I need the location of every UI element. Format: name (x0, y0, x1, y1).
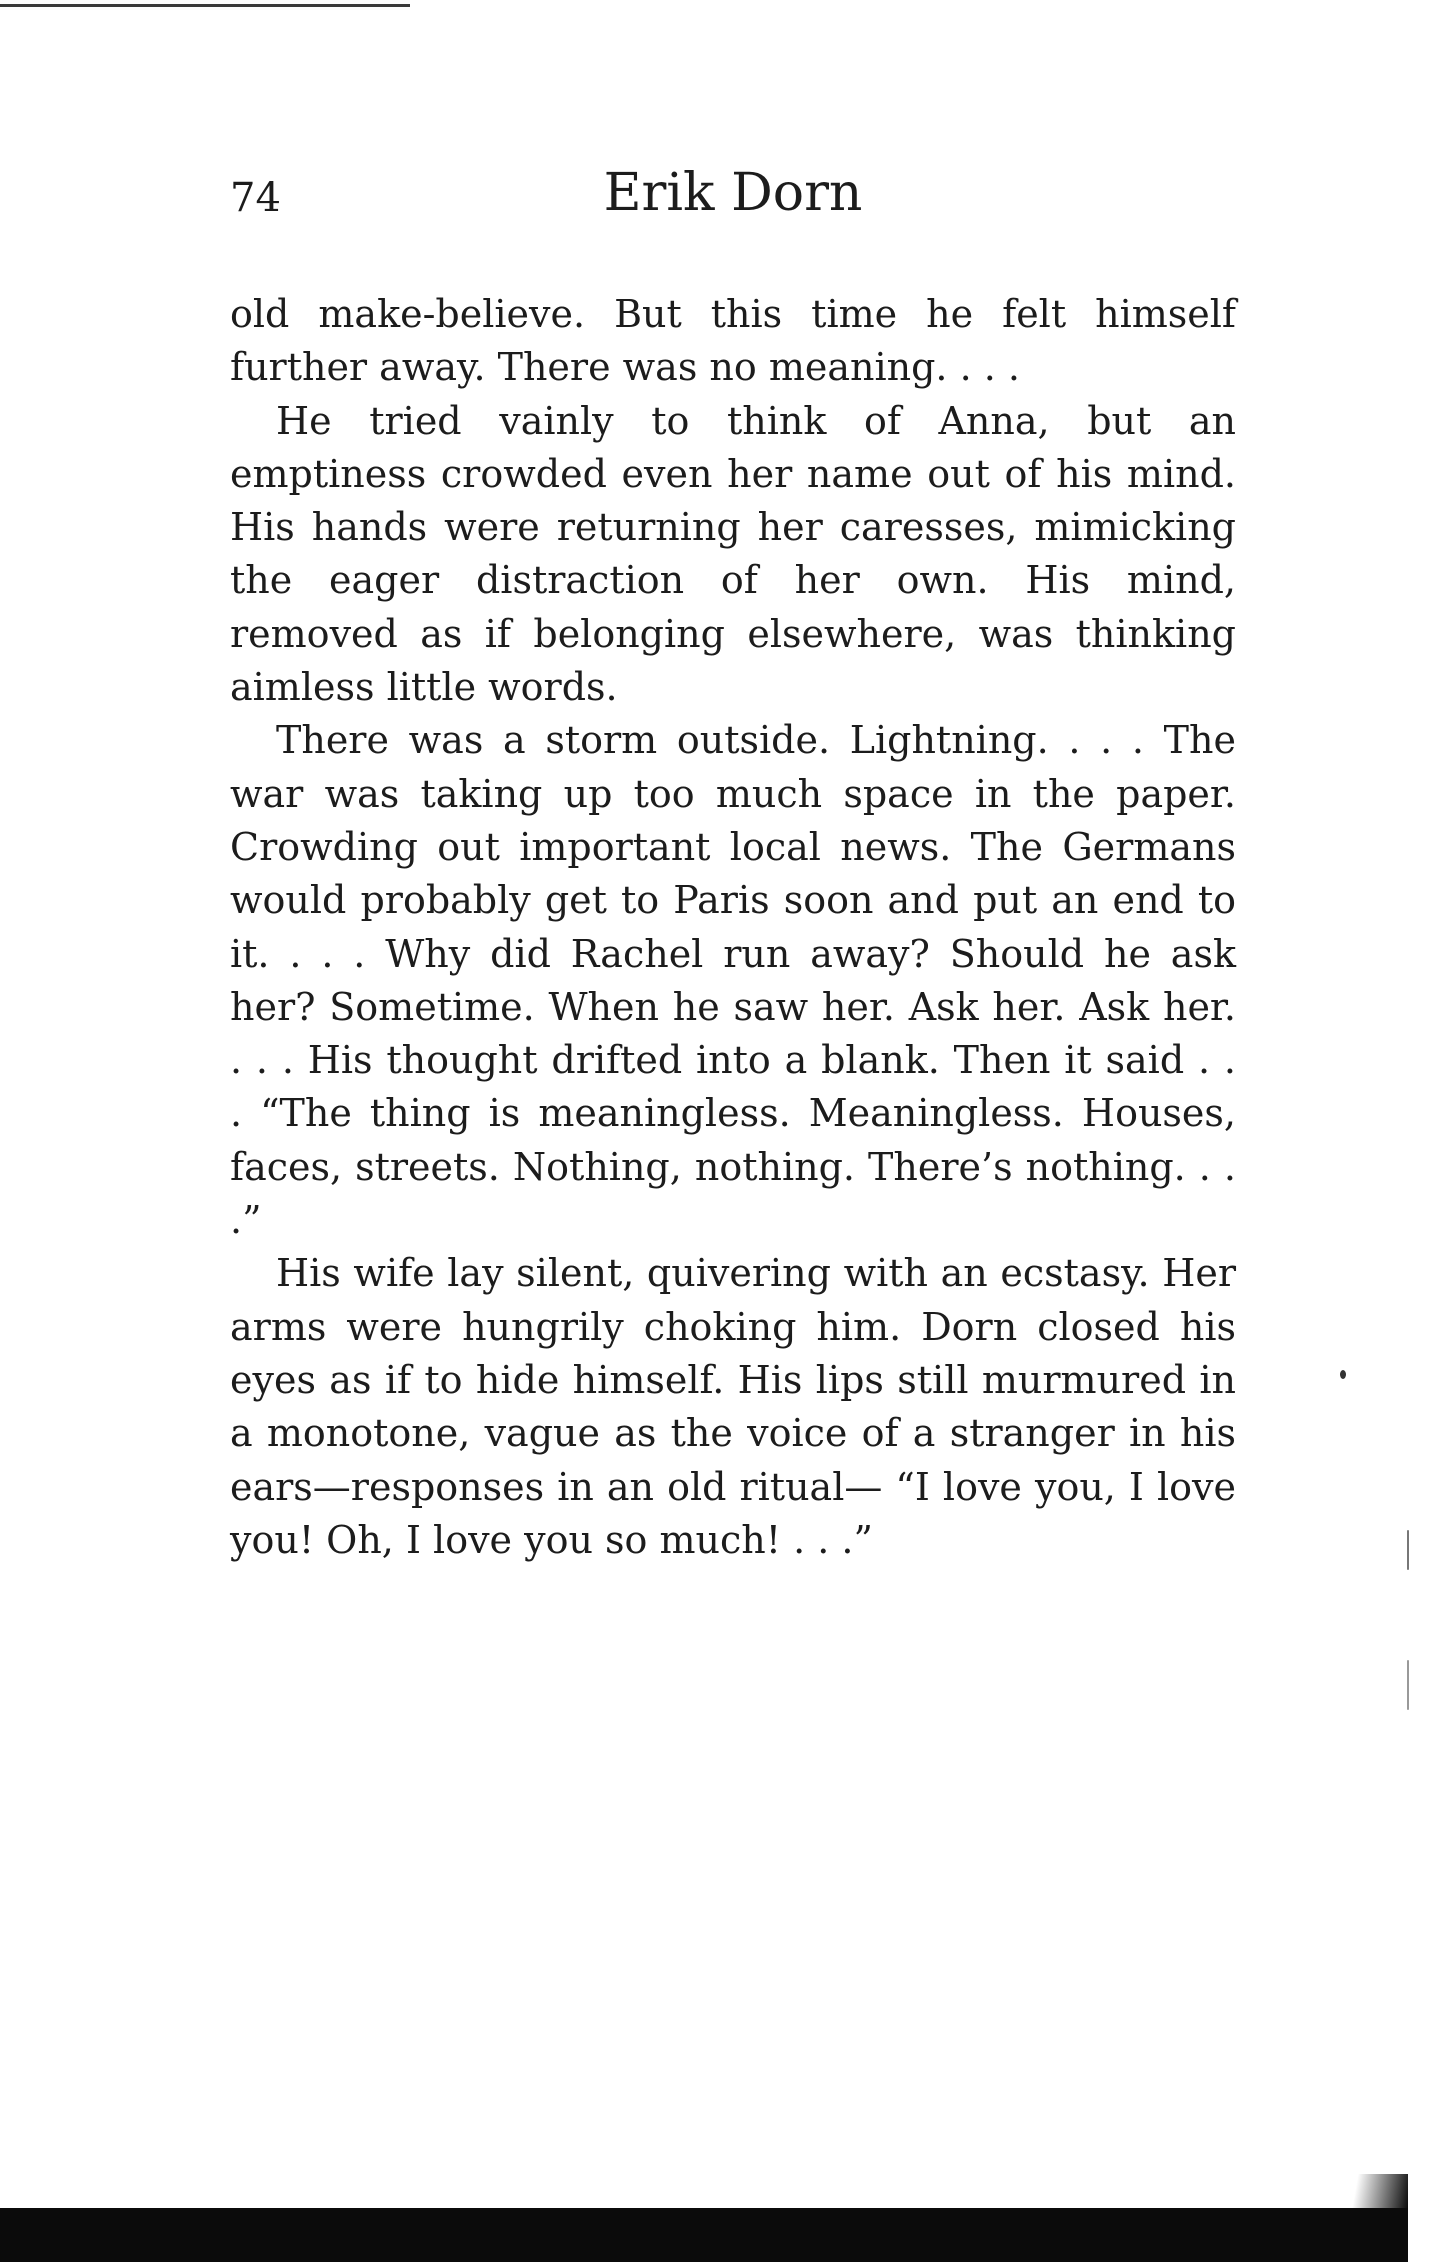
paragraph: He tried vainly to think of Anna, but an emptiness crowded even her name out of his mind. His hands were returning her caresses, mimicking the eager distraction of her own. His mind, removed as if belonging elsewhere, was thinking aimless little words. (230, 398, 1236, 710)
body-text (230, 288, 1236, 1567)
paragraph-continuation: old make-believe. But this time he felt himself further away. There was no meaning. . . . (230, 292, 1236, 390)
top-edge-rule (0, 4, 410, 7)
scan-mark (1407, 1530, 1409, 1570)
paragraph: His wife lay silent, quivering with an ecstasy. Her arms were hungrily choking him. Dorn closed his eyes as if to hide himself. His lips still murmured in a monotone, vague as the voice of a stranger in his ears—responses in an old ritual— “I love you, I love you! Oh, I love you so much! . . .” (230, 1251, 1236, 1562)
book-title: Erik Dorn (603, 163, 863, 223)
running-head (230, 158, 1236, 228)
scan-speck (1340, 1370, 1346, 1379)
bottom-edge-bar (0, 2208, 1408, 2262)
paragraph: There was a storm outside. Lightning. . . . The war was taking up too much space in the paper. Crowding out important local news. The Germans would probably get to Paris soon and put an end to it. . . . Why did Rachel run away? Should he ask her? Sometime. When he saw her. Ask her. Ask her. . . . His thought drifted into a blank. Then it said . . . “The thing is meaningless. Meaningless. Houses, faces, streets. Nothing, nothing. There’s nothing. . . .” (230, 718, 1236, 1243)
scan-mark (1407, 1660, 1409, 1710)
page-number: 74 (230, 175, 281, 221)
